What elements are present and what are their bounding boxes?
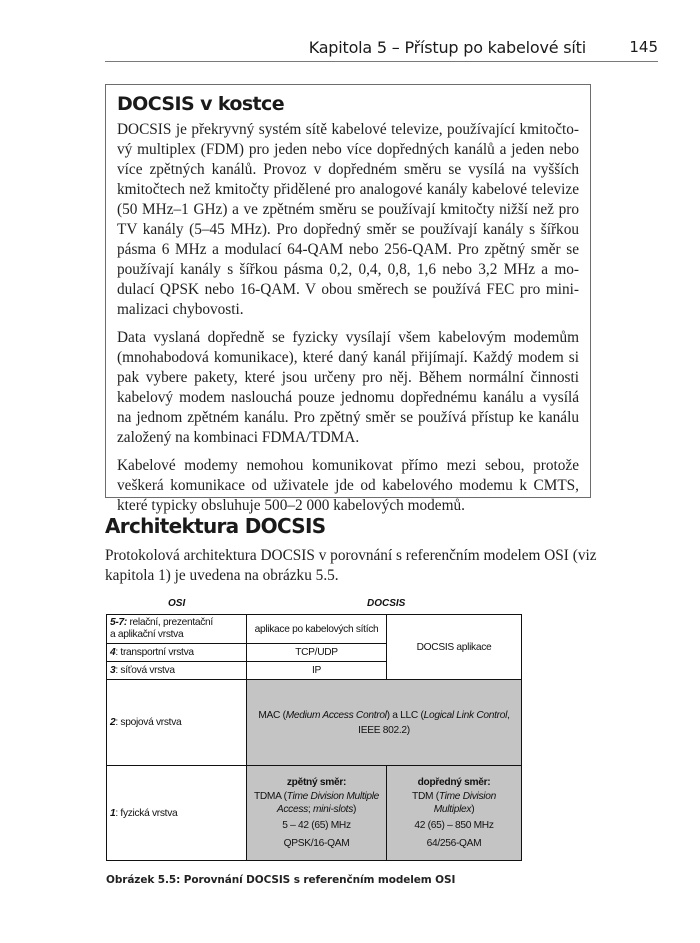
sidebar-box <box>105 84 591 514</box>
figure-caption: Obrázek 5.5: Porovnání DOCSIS s referenčním modelem OSI <box>106 874 456 886</box>
chapter-title: Kapitola 5 – Přístup po kabelové síti <box>308 38 586 57</box>
osi-layer-2: 2: spojová vrstva <box>107 680 247 766</box>
sidebar-paragraph: Kabelové modemy nemohou komunikovat přímo mezi sebou, protože veškerá komunikace od uživatele jde od kabelového modemu k CMTS, které typicky obsluhuje 500–2 000 kabelových modemů. <box>117 457 579 514</box>
osi-docsis-comparison-table <box>106 614 522 861</box>
docsis-cell-upstream: zpětný směr: TDMA (Time Division Multiple Access; mini-slots) 5 – 42 (65) MHz QPSK/16-QAM <box>247 766 387 861</box>
docsis-cell-downstream: dopředný směr: TDM (Time Division Multiplex) 42 (65) – 850 MHz 64/256-QAM <box>387 766 522 861</box>
osi-layer-5-7: 5-7: relační, prezentační a aplikační vrstva <box>107 615 247 644</box>
osi-layer-4: 4: transportní vrstva <box>107 644 247 662</box>
sidebar-paragraph: Data vyslaná dopředně se fyzicky vysílají všem kabelovým modemům (mnohabodová komunikace), které daný kanál přijímají. Každý modem si pak vybere pakety, které jsou určeny pro něj. Během normální činnosti kabelový modem naslouchá pouze jednomu dopřednému kanálu a vysílá na jednom zpětném kanálu. Pro zpětný směr se používá přístup ke kanálu založený na kombinaci FDMA/TDMA. <box>117 329 579 446</box>
page-number: 145 <box>629 38 658 56</box>
column-header-osi: OSI <box>168 598 186 609</box>
section-intro <box>105 546 610 594</box>
table-row <box>107 766 522 861</box>
osi-layer-1: 1: fyzická vrstva <box>107 766 247 861</box>
table-row <box>107 615 522 644</box>
osi-layer-3: 3: síťová vrstva <box>107 662 247 680</box>
intro-paragraph: Protokolová architektura DOCSIS v porovnání s referenčním modelem OSI (viz kapitola 1) je uvedena na obrázku 5.5. <box>105 547 597 584</box>
section-heading: Architektura DOCSIS <box>105 514 326 538</box>
docsis-cell-docsis-apps: DOCSIS aplikace <box>387 615 522 680</box>
docsis-cell-mac-llc: MAC (Medium Access Control) a LLC (Logical Link Control, IEEE 802.2) <box>247 680 522 766</box>
sidebar-paragraph: DOCSIS je překryvný systém sítě kabelové televize, používající kmitočtový multiplex (FDM) pro jeden nebo více dopředných kanálů a jeden nebo více zpětných kanálů. Provoz v dopředném směru se vysílá na vyšších kmitočtech než kmitočty přidělené pro analogové kanály kabelové televize (50 MHz–1 GHz) a ve zpětném směru se používají kmitočty nižší než pro TV kanály (5–45 MHz). Pro dopředný směr se používají kanály s šířkou pásma 6 MHz a modulací 64-QAM nebo 256-QAM. Pro zpětný směr se používají kanály s šířkou pásma 0,2, 0,4, 0,8, 1,6 nebo 3,2 MHz a modulací QPSK nebo 16-QAM. V obou směrech se používá FEC pro minimalizaci chybovosti. <box>117 121 579 318</box>
running-header <box>105 36 658 62</box>
docsis-cell-tcp-udp: TCP/UDP <box>247 644 387 662</box>
table-row <box>107 680 522 766</box>
docsis-cell-ip: IP <box>247 662 387 680</box>
column-header-docsis: DOCSIS <box>367 598 406 609</box>
docsis-cell-cable-apps: aplikace po kabelových sítích <box>247 615 387 644</box>
sidebar-box-title: DOCSIS v kostce <box>117 93 284 115</box>
